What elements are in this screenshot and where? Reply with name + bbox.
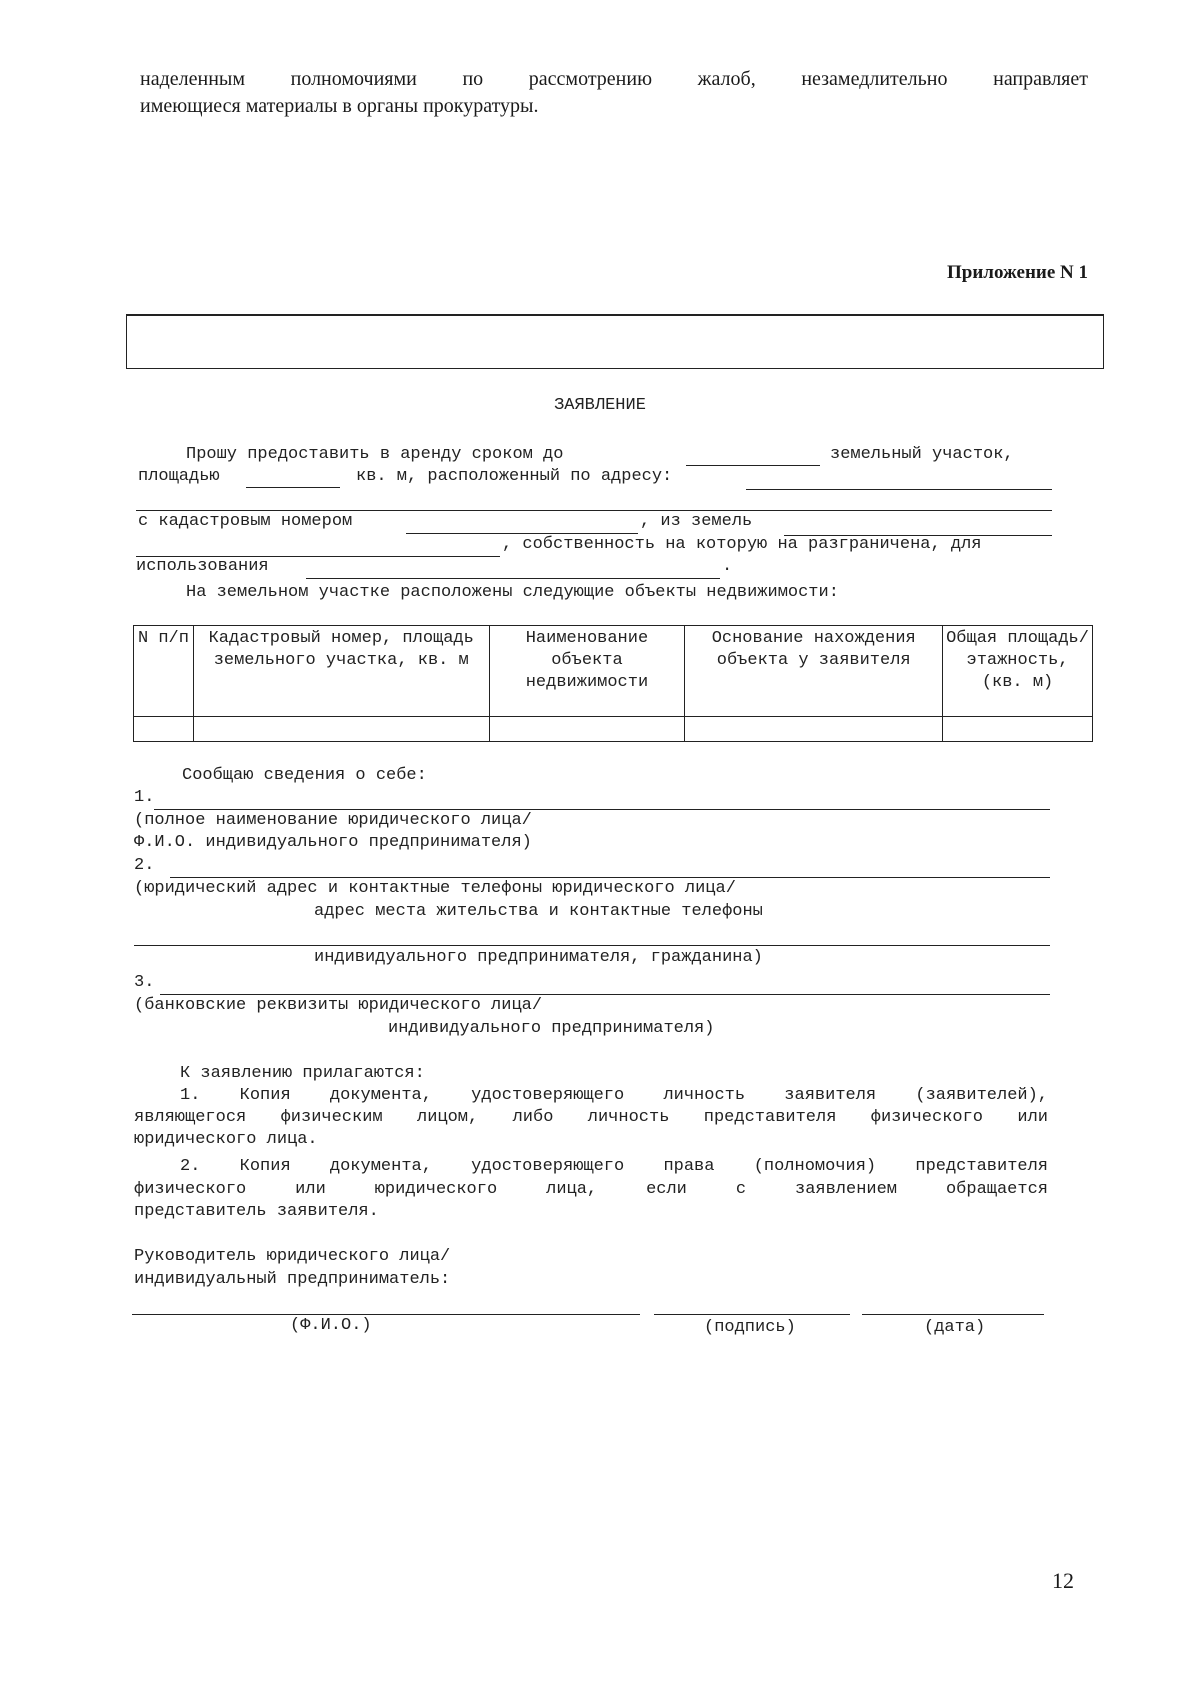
info1-number: 1. [134, 788, 155, 807]
page-number: 12 [1052, 1568, 1074, 1593]
usage-period: . [722, 557, 733, 576]
info2-hint-a: (юридический адрес и контактные телефоны юридического лица/ [134, 879, 736, 898]
appendix-label: Приложение N 1 [947, 262, 1088, 283]
usage-label: использования [136, 557, 269, 576]
table-header-row [134, 626, 1093, 717]
info2-hint-c: индивидуального предпринимателя, гражданина) [314, 948, 763, 967]
info1-hint-b: Ф.И.О. индивидуального предпринимателя) [134, 833, 532, 852]
attachments-intro: К заявлению прилагаются: [180, 1064, 425, 1083]
fio-blank[interactable] [132, 1314, 640, 1315]
col-header-total-area: Общая площадь/ этажность, (кв. м) [943, 626, 1093, 717]
attachment-1-line-1: 1. Копия документа, удостоверяющего личность заявителя (заявителей), [180, 1086, 1048, 1105]
request-text-a: Прошу предоставить в аренду сроком до [186, 445, 564, 464]
objects-table [133, 625, 1093, 742]
info3-hint-b: индивидуального предпринимателя) [388, 1019, 715, 1038]
info1-hint-a: (полное наименование юридического лица/ [134, 811, 532, 830]
cadastral-label: с кадастровым номером [138, 512, 353, 531]
intro-line-2: имеющиеся материалы в органы прокуратуры. [140, 95, 539, 117]
address-label: кв. м, расположенный по адресу: [356, 467, 673, 486]
header-box [126, 314, 1104, 369]
table-row [134, 717, 1093, 742]
signatory-title-2: индивидуальный предприниматель: [134, 1270, 451, 1289]
info3-number: 3. [134, 973, 155, 992]
col-header-cadastral: Кадастровый номер, площадь земельного участка, кв. м [193, 626, 489, 717]
table-cell[interactable] [193, 717, 489, 742]
info2-hint-b: адрес места жительства и контактные телефоны [314, 902, 763, 921]
date-blank[interactable] [862, 1314, 1044, 1315]
table-cell[interactable] [134, 717, 194, 742]
info-intro: Сообщаю сведения о себе: [182, 766, 427, 785]
attachment-2-line-3: представитель заявителя. [134, 1202, 379, 1221]
info2-number: 2. [134, 856, 155, 875]
col-header-number: N п/п [134, 626, 194, 717]
area-blank[interactable] [246, 487, 340, 488]
ownership-text: , собственность на которую на разграничена, для [502, 535, 982, 554]
intro-line-1: наделенным полномочиями по рассмотрению жалоб, незамедлительно направляет [140, 68, 1088, 90]
attachment-1-line-2: являющегося физическим лицом, либо личность представителя физического или [134, 1108, 1048, 1127]
info1-blank[interactable] [154, 809, 1050, 810]
form-title: ЗАЯВЛЕНИЕ [554, 396, 646, 415]
signatory-title-1: Руководитель юридического лица/ [134, 1247, 451, 1266]
info2-blank[interactable] [170, 877, 1050, 878]
table-cell[interactable] [943, 717, 1093, 742]
objects-intro: На земельном участке расположены следующие объекты недвижимости: [186, 583, 839, 602]
request-text-b: земельный участок, [830, 445, 1014, 464]
lands-label: , из земель [640, 512, 753, 531]
table-cell[interactable] [489, 717, 685, 742]
col-header-object-name: Наименование объекта недвижимости [489, 626, 685, 717]
usage-blank[interactable] [306, 578, 720, 579]
attachment-2-line-1: 2. Копия документа, удостоверяющего права (полномочия) представителя [180, 1157, 1048, 1176]
signature-hint: (подпись) [704, 1318, 796, 1337]
cadastral-blank[interactable] [406, 533, 638, 534]
col-header-basis: Основание нахождения объекта у заявителя [685, 626, 943, 717]
table-cell[interactable] [685, 717, 943, 742]
term-blank[interactable] [686, 465, 820, 466]
date-hint: (дата) [924, 1318, 986, 1337]
signature-blank[interactable] [654, 1314, 850, 1315]
intro-paragraph [140, 66, 1088, 120]
fio-hint: (Ф.И.О.) [290, 1316, 372, 1335]
info3-blank[interactable] [160, 994, 1050, 995]
info2-blank-2[interactable] [134, 945, 1050, 946]
attachment-1-line-3: юридического лица. [134, 1130, 318, 1149]
address-blank[interactable] [746, 489, 1052, 490]
area-label: площадью [138, 467, 220, 486]
address-blank-2[interactable] [136, 510, 1052, 511]
attachment-2-line-2: физического или юридического лица, если с заявлением обращается [134, 1180, 1048, 1199]
info3-hint-a: (банковские реквизиты юридического лица/ [134, 996, 543, 1015]
